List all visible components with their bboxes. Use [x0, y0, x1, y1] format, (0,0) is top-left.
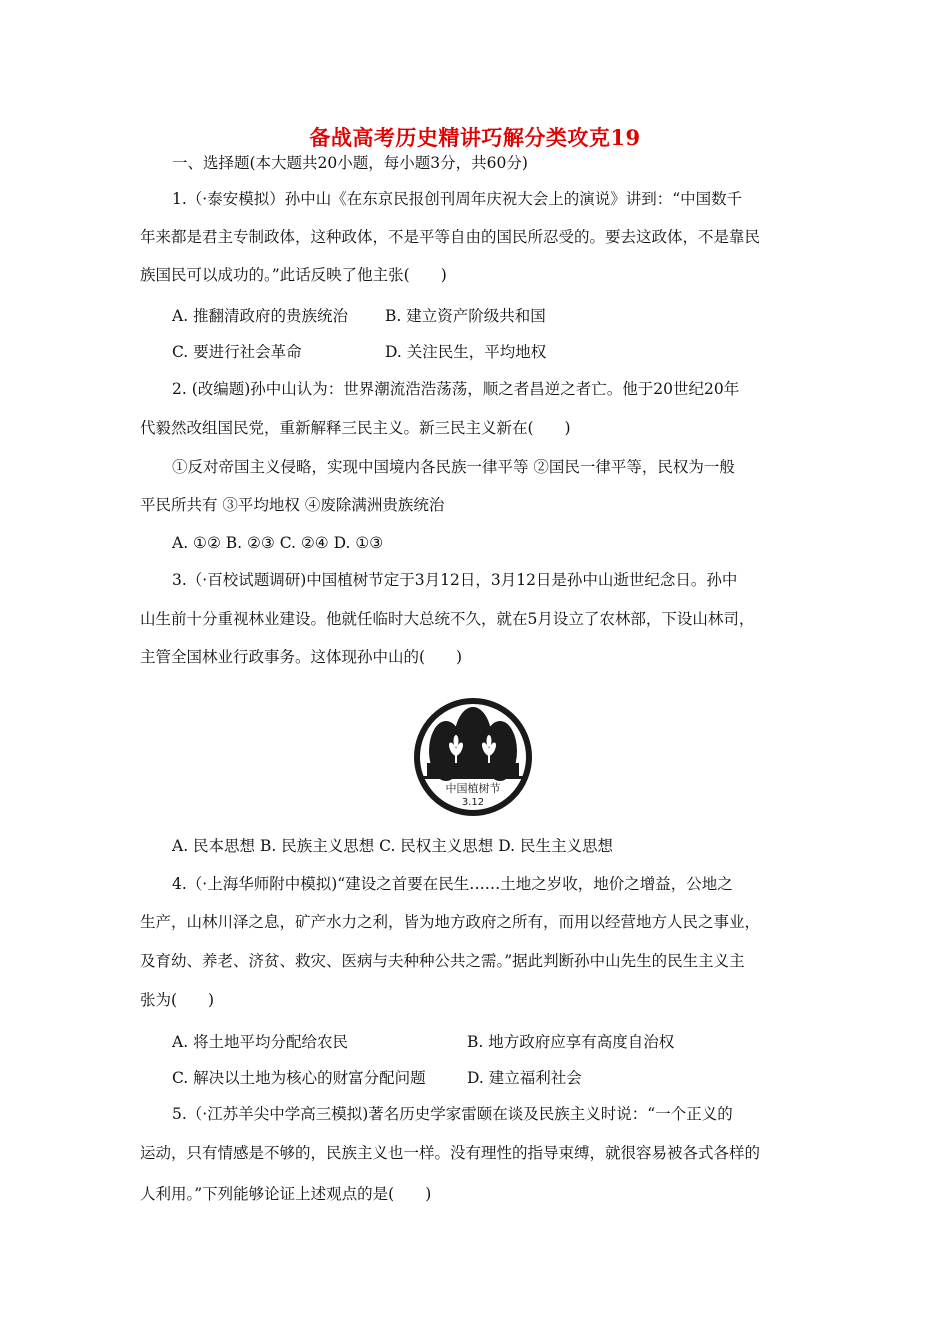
- question-5-line-1: 5.（·江苏羊尖中学高三模拟)著名历史学家雷颐在谈及民族主义时说：“一个正义的: [172, 1105, 733, 1123]
- logo-date: 3.12: [461, 797, 485, 808]
- question-1-line-2: 年来都是君主专制政体，这种政体，不是平等自由的国民所忍受的。要去这政体，不是靠民: [140, 228, 761, 246]
- section-heading: 一、选择题(本大题共20小题，每小题3分，共60分): [172, 154, 528, 172]
- question-4-option-a: A. 将土地平均分配给农民: [172, 1033, 349, 1051]
- question-4-option-b: B. 地方政府应享有高度自治权: [467, 1033, 675, 1051]
- question-4-line-2: 生产，山林川泽之息，矿产水力之利，皆为地方政府之所有，而用以经营地方人民之事业，: [140, 913, 761, 931]
- question-1-option-b: B. 建立资产阶级共和国: [385, 307, 546, 325]
- question-4-line-4: 张为( ): [140, 991, 215, 1009]
- question-1-option-c: C. 要进行社会革命: [172, 343, 302, 361]
- question-2-items-line-1: ①反对帝国主义侵略，实现中国境内各民族一律平等 ②国民一律平等，民权为一般: [172, 458, 735, 476]
- logo-text: 中国植树节: [445, 782, 501, 795]
- arbor-day-logo: [413, 697, 533, 817]
- question-1-line-3: 族国民可以成功的。”此话反映了他主张( ): [140, 266, 447, 284]
- question-4-option-c: C. 解决以土地为核心的财富分配问题: [172, 1069, 426, 1087]
- question-3-line-3: 主管全国林业行政事务。这体现孙中山的( ): [140, 648, 463, 666]
- question-1-option-d: D. 关注民生，平均地权: [385, 343, 547, 361]
- question-5-line-3: 人利用。”下列能够论证上述观点的是( ): [140, 1185, 432, 1203]
- question-4-line-1: 4.（·上海华师附中模拟)“建设之首要在民生……土地之岁收，地价之增益，公地之: [172, 875, 733, 893]
- question-1-option-a: A. 推翻清政府的贵族统治: [172, 307, 349, 325]
- question-3-line-2: 山生前十分重视林业建设。他就任临时大总统不久，就在5月设立了农林部，下设山林司，: [140, 610, 755, 628]
- question-2-line-2: 代毅然改组国民党，重新解释三民主义。新三民主义新在( ): [140, 419, 571, 437]
- question-5-line-2: 运动，只有情感是不够的，民族主义也一样。没有理性的指导束缚，就很容易被各式各样的: [140, 1144, 761, 1162]
- page-title: 备战高考历史精讲巧解分类攻克19: [309, 125, 641, 150]
- question-4-line-3: 及育幼、养老、济贫、救灾、医病与夫种种公共之需。”据此判断孙中山先生的民生主义主: [140, 952, 745, 970]
- question-2-line-1: 2. (改编题)孙中山认为：世界潮流浩浩荡荡，顺之者昌逆之者亡。他于20世纪20年: [172, 380, 740, 398]
- question-4-option-d: D. 建立福利社会: [467, 1069, 582, 1087]
- question-2-items-line-2: 平民所共有 ③平均地权 ④废除满洲贵族统治: [140, 496, 445, 514]
- question-3-line-1: 3.（·百校试题调研)中国植树节定于3月12日，3月12日是孙中山逝世纪念日。孙中: [172, 571, 738, 589]
- question-3-options: A. 民本思想 B. 民族主义思想 C. 民权主义思想 D. 民生主义思想: [172, 837, 613, 855]
- question-1-line-1: 1.（·泰安模拟）孙中山《在东京民报创刊周年庆祝大会上的演说》讲到：“中国数千: [172, 190, 743, 208]
- question-2-options: A. ①② B. ②③ C. ②④ D. ①③: [172, 534, 384, 552]
